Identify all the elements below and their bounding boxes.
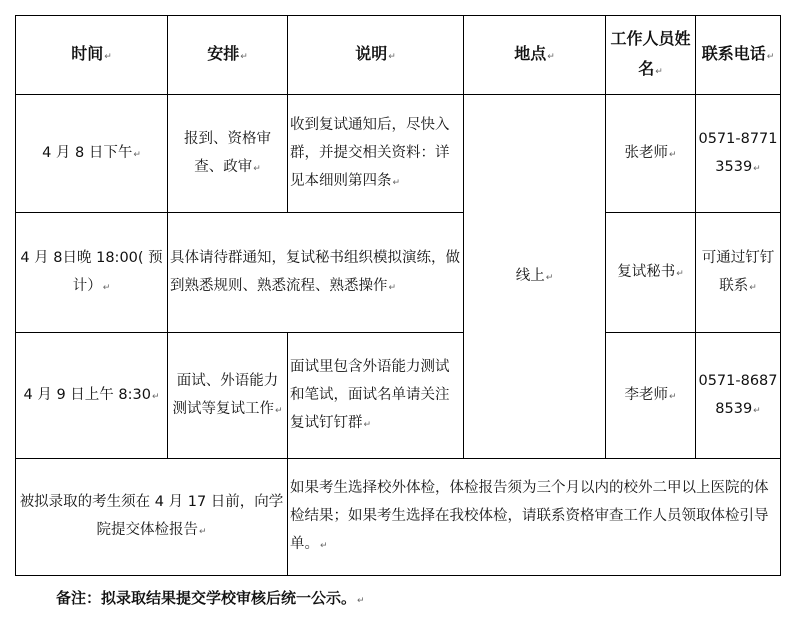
row2-staff: 复试秘书↵ [606, 213, 696, 333]
table-row [16, 213, 781, 333]
final-row [16, 459, 781, 576]
row1-arrangement: 报到、资格审查、政审↵ [168, 95, 288, 213]
row2-time: 4 月 8日晚 18:00( 预计）↵ [16, 213, 168, 333]
row2-phone: 可通过钉钉联系↵ [696, 213, 781, 333]
row3-description: 面试里包含外语能力测试和笔试，面试名单请关注 复试钉钉群↵ [288, 333, 464, 459]
final-row-right: 如果考生选择校外体检，体检报告须为三个月以内的校外二甲以上医院的体检结果；如果考生选择在我校体检，请联系资格审查工作人员领取体检引导单。↵ [288, 459, 781, 576]
header-description: 说明↵ [288, 16, 464, 95]
row1-description: 收到复试通知后，尽快入群，并提交相关资料：详见本细则第四条↵ [288, 95, 464, 213]
schedule-table [15, 15, 781, 576]
table-row [16, 333, 781, 459]
row3-phone: 0571-86878539↵ [696, 333, 781, 459]
footnote: 备注：拟录取结果提交学校审核后统一公示。↵ [56, 589, 365, 607]
row3-staff: 李老师↵ [606, 333, 696, 459]
header-staff: 工作人员姓名↵ [606, 16, 696, 95]
final-row-left: 被拟录取的考生须在 4 月 17 日前，向学院提交体检报告↵ [16, 459, 288, 576]
row2-arrangement-description: 具体请待群通知，复试秘书组织模拟演练，做到熟悉规则、熟悉流程、熟悉操作↵ [168, 213, 464, 333]
row3-time: 4 月 9 日上午 8:30↵ [16, 333, 168, 459]
header-time: 时间↵ [16, 16, 168, 95]
location-cell: 线上↵ [464, 95, 606, 459]
row1-time: 4 月 8 日下午↵ [16, 95, 168, 213]
header-location: 地点↵ [464, 16, 606, 95]
row1-phone: 0571-87713539↵ [696, 95, 781, 213]
table-row [16, 95, 781, 213]
header-arrangement: 安排↵ [168, 16, 288, 95]
header-phone: 联系电话↵ [696, 16, 781, 95]
row1-staff: 张老师↵ [606, 95, 696, 213]
row3-arrangement: 面试、外语能力测试等复试工作↵ [168, 333, 288, 459]
header-row [16, 16, 781, 95]
